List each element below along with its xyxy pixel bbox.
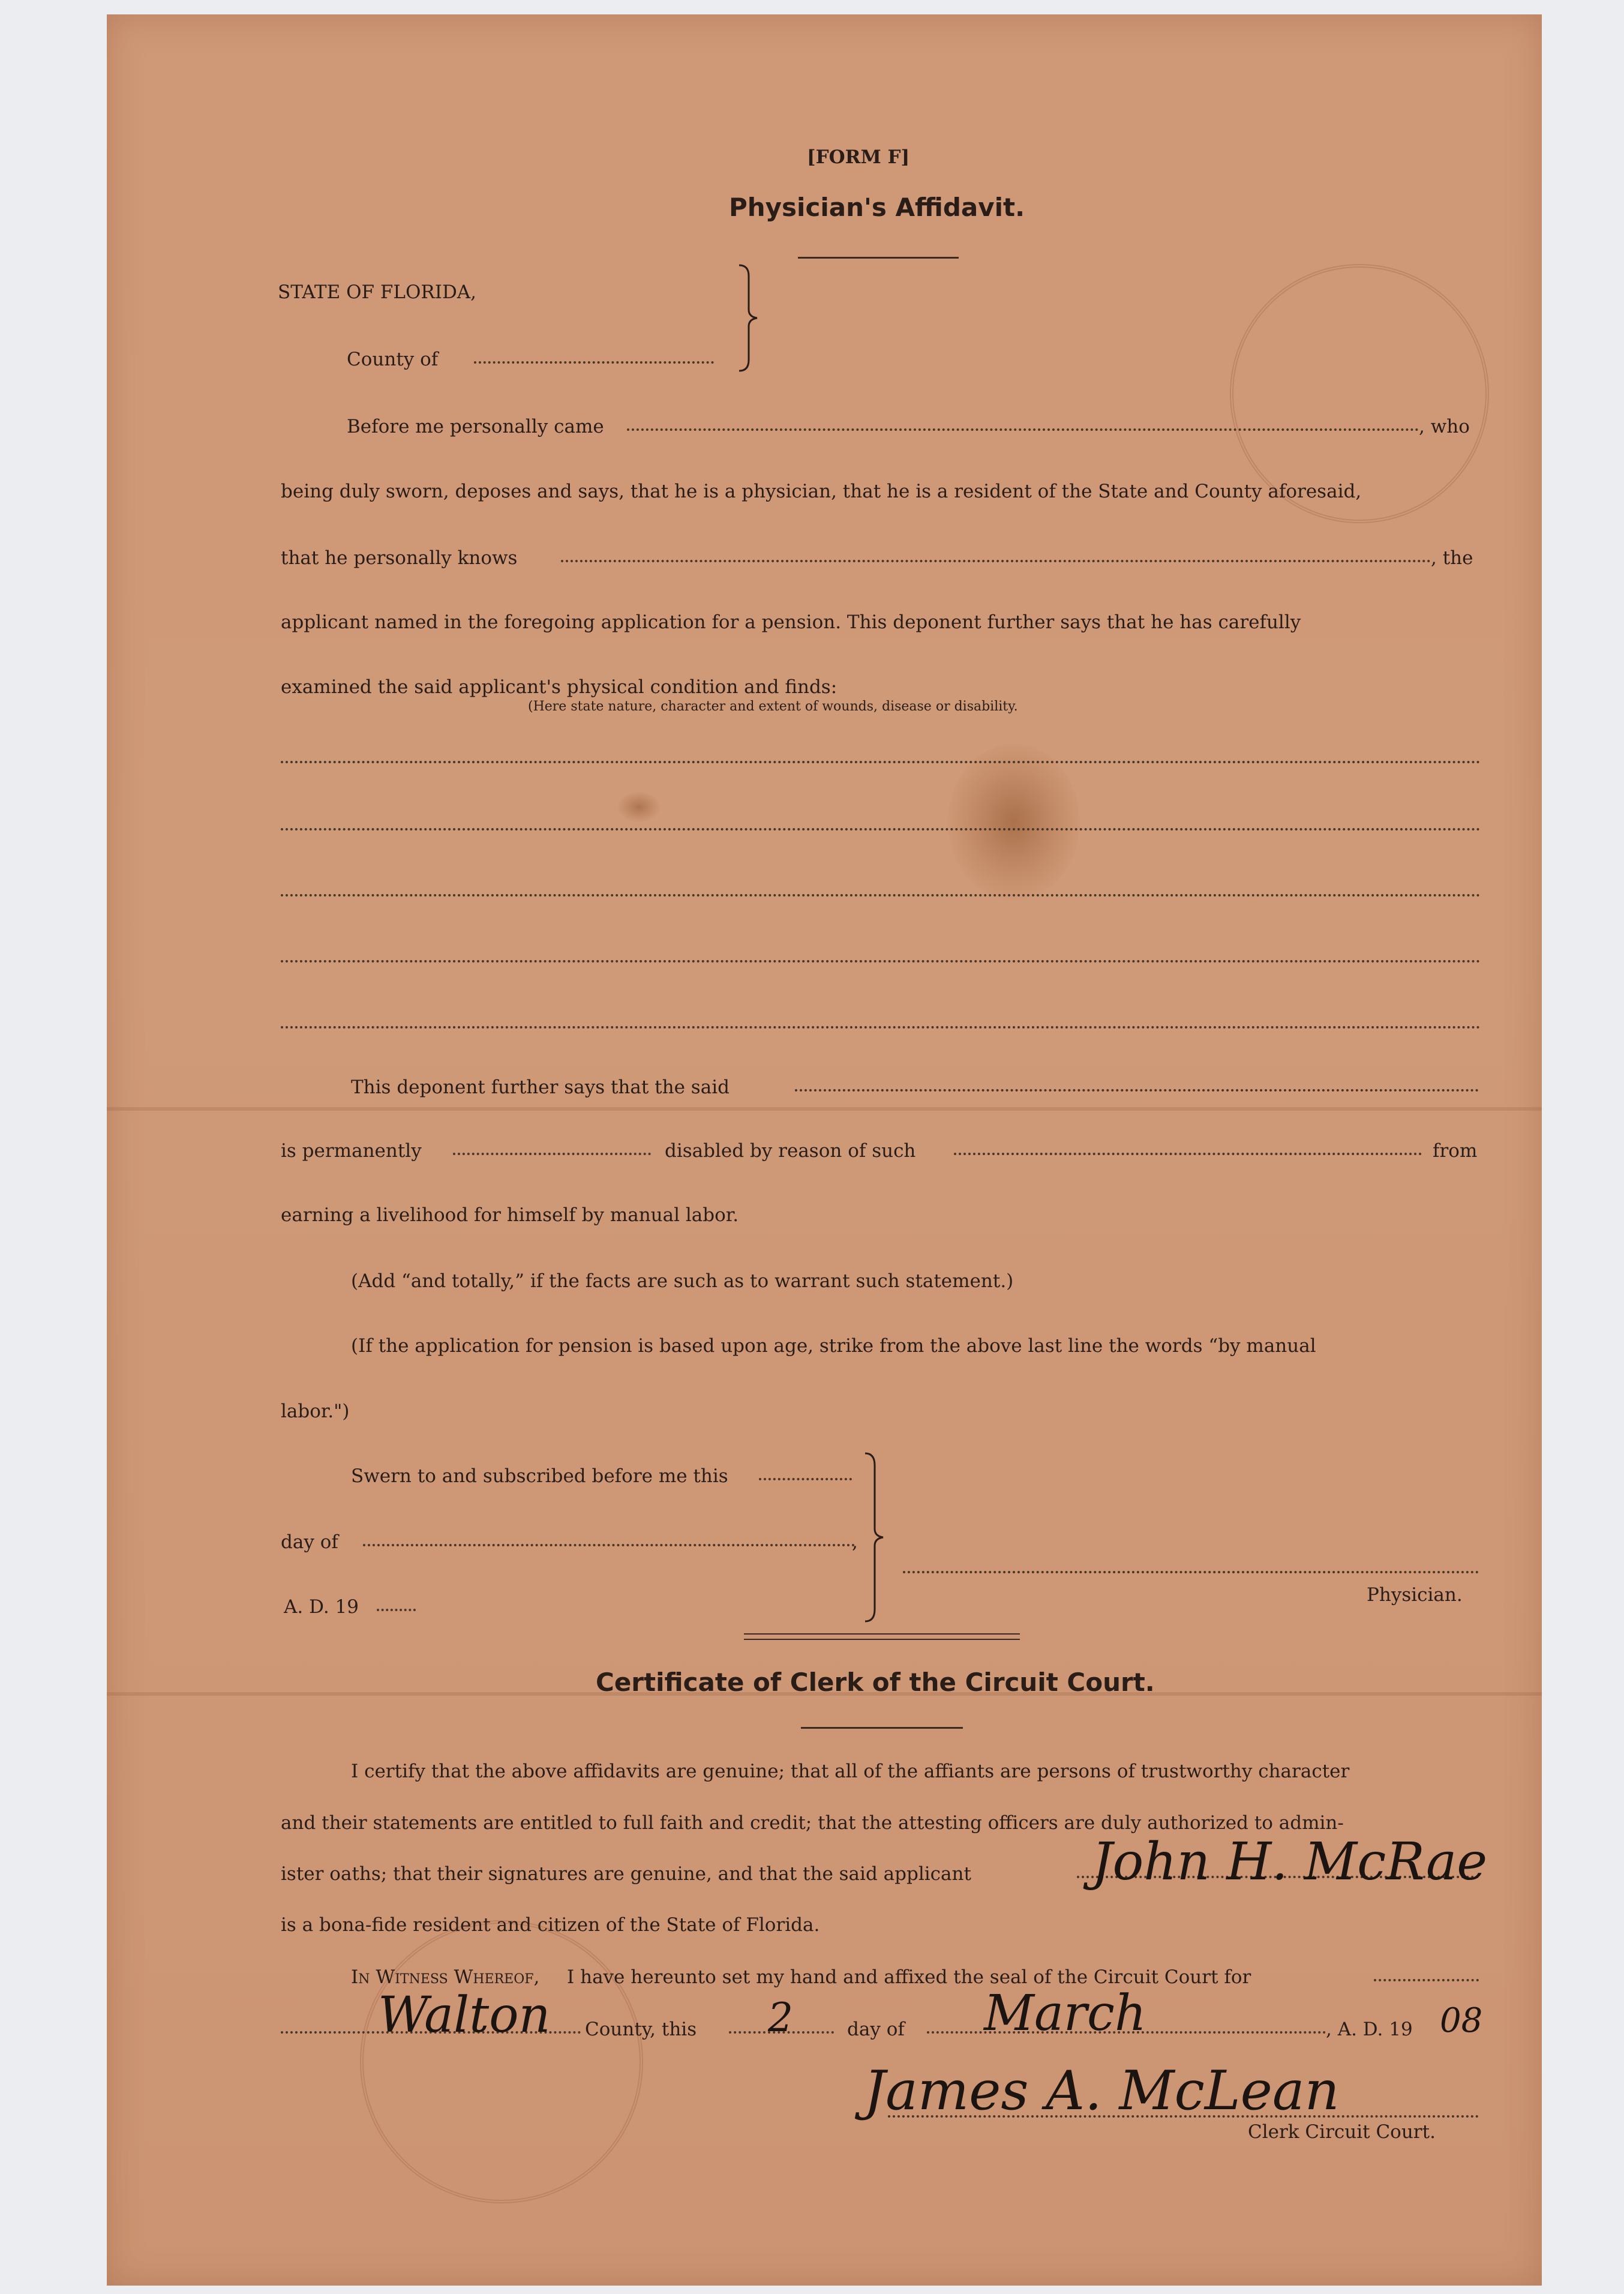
physician-label: Physician. [1367,1584,1463,1606]
certificate-rule [801,1727,963,1729]
ad-label: , A. D. 19 [1326,2019,1413,2040]
line-permanently: is permanently [281,1140,422,1162]
findings-line-4 [281,960,1481,962]
jurat-day-blank [759,1478,852,1480]
paper-stain [948,744,1080,900]
county-this: County, this [585,2019,697,2040]
line-from: from [1433,1140,1478,1162]
note-age-end: labor.") [281,1401,350,1422]
jurat-comma: , [852,1531,858,1553]
line-came: Before me personally came [347,416,604,437]
day-handwriting: 2 [768,1995,793,2041]
applicant-handwriting: John H. McRae [1092,1832,1488,1892]
applicant-blank [561,560,1431,562]
bracket [738,264,762,372]
form-title: Physician's Affidavit. [729,193,1025,222]
witness-whereof: In Witness Whereof, [351,1966,540,1988]
certificate-line-4: is a bona-fide resident and citizen of the State of Florida. [281,1914,820,1936]
line-who: , who [1419,416,1470,437]
paper-stain [618,792,660,822]
witness-text: I have hereunto set my hand and affixed the seal of the Circuit Court for [567,1966,1251,1988]
title-rule [798,257,959,259]
instruction-note: (Here state nature, character and extent of wounds, disease or disability. [528,699,1018,714]
name-blank [627,428,1419,431]
findings-line-3 [281,894,1481,896]
county-handwriting: Walton [378,1987,551,2044]
divider-rule [744,1633,1020,1635]
line-sworn: being duly sworn, deposes and says, that he is a physician, that he is a resident of the State and County aforesaid, [281,481,1362,502]
findings-line-2 [281,828,1481,830]
degree-blank [453,1153,651,1155]
county-label: County of [347,349,439,370]
line-disabled: disabled by reason of such [665,1140,916,1162]
form-label: [FORM F] [807,146,910,168]
line-applicant: applicant named in the foregoing application for a pension. This deponent further says that he has carefully [281,611,1301,633]
county-blank [474,361,714,364]
physician-signature-line [903,1571,1479,1573]
line-examined: examined the said applicant's physical condition and finds: [281,676,837,698]
certificate-line-2: and their statements are entitled to full faith and credit; that the attesting officers are duly authorized to admin- [281,1812,1344,1834]
jurat-month-blank [363,1544,855,1546]
line-knows: that he personally knows [281,547,518,569]
court-blank [1374,1979,1479,1981]
line-the: , the [1431,547,1473,569]
line-further: This deponent further says that the said [351,1076,730,1098]
clerk-signature: James A. McLean [864,2059,1340,2122]
month-handwriting: March [984,1985,1146,2042]
jurat-sworn: Swern to and subscribed before me this [351,1465,728,1487]
day-of-label: day of [847,2019,905,2040]
said-blank [795,1089,1479,1091]
jurat-day-of: day of [281,1531,338,1553]
findings-line-5 [281,1026,1481,1028]
jurat-year-blank [377,1609,416,1611]
findings-line-1 [281,761,1481,763]
line-livelihood: earning a livelihood for himself by manual labor. [281,1204,739,1226]
jurat-ad: A. D. 19 [284,1596,359,1618]
certificate-title: Certificate of Clerk of the Circuit Court. [596,1668,1155,1697]
year-handwriting: 08 [1440,2001,1483,2040]
divider-rule [744,1639,1020,1640]
cause-blank [954,1153,1422,1155]
certificate-line-1: I certify that the above affidavits are genuine; that all of the affiants are persons of trustworthy character [351,1761,1350,1782]
state-label: STATE OF FLORIDA, [278,281,477,303]
embossed-seal [360,1920,643,2203]
bracket [864,1452,888,1623]
clerk-label: Clerk Circuit Court. [1248,2121,1436,2143]
paper-fold [107,1107,1542,1111]
note-age: (If the application for pension is based upon age, strike from the above last line the words “by manual [351,1335,1316,1357]
certificate-line-3: ister oaths; that their signatures are genuine, and that the said applicant [281,1863,971,1885]
note-totally: (Add “and totally,” if the facts are such as to warrant such statement.) [351,1270,1014,1292]
